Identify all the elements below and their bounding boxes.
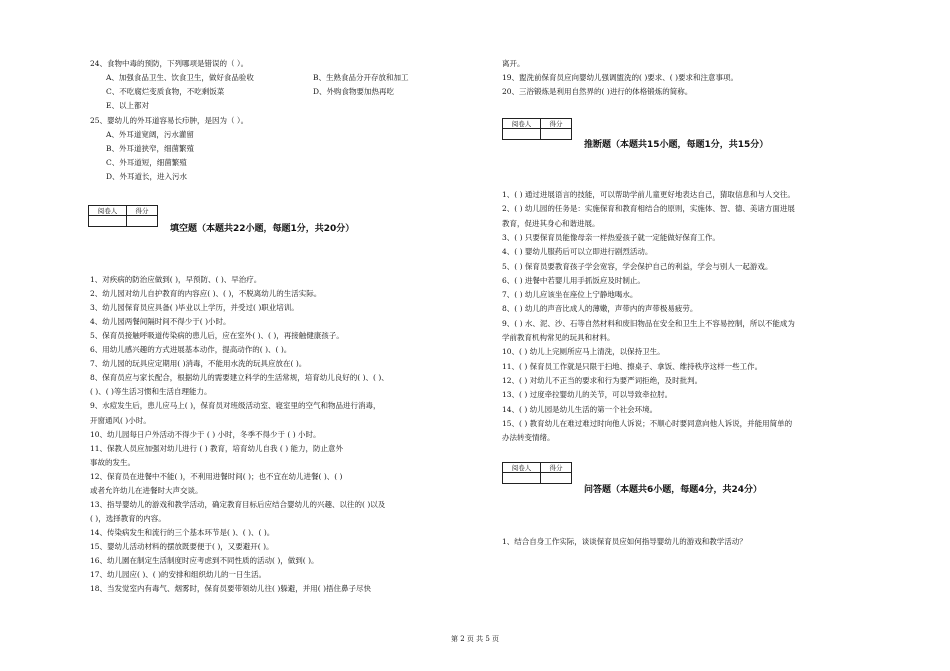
question-line: 10、( ) 幼儿上完厕所应马上清洗，以保持卫生。 xyxy=(502,347,665,357)
q25-option-b: B、外耳道狭窄，细菌繁殖 xyxy=(106,144,195,153)
q24-option-e: E、以上都对 xyxy=(106,101,149,110)
question-line: 教育，促进其身心和谐进展。 xyxy=(502,218,600,228)
question-line: 15、( ) 教育幼儿在难过难过时向他人诉说；不顺心时要同意向他人诉说，并能用简单的 xyxy=(502,418,793,428)
question-line: 4、( ) 婴幼儿服药后可以立即进行剧烈活动。 xyxy=(502,247,653,257)
question-line: 7、幼儿园的玩具应定期用( )消毒，不能用水洗的玩具应放在( )。 xyxy=(90,359,307,369)
question-line: 5、保育员接触呼吸道传染病的患儿后，应在室外( )、( )，再接触健康孩子。 xyxy=(90,331,344,341)
reviewer-label: 阅卷人 xyxy=(89,206,127,216)
reviewer-cell xyxy=(503,473,541,483)
score-box-qa xyxy=(502,462,572,484)
question-line: 开窗通风( )小时。 xyxy=(90,415,151,425)
q25-option-a: A、外耳道宽阔，污水灌留 xyxy=(106,130,194,139)
question-line: 16、幼儿園在制定生活制度时应考虑到不同性质的活动( )，做到( )。 xyxy=(90,556,319,565)
question-line: 1、对疾病的防治应做到( )，早预防、( )、早治疗。 xyxy=(90,275,262,284)
page-footer: 第 2 页 共 5 页 xyxy=(450,635,500,643)
question-line: 8、保育员应与家长配合，根据幼儿的需要建立科学的生活常规，培育幼儿良好的( )、( )、 xyxy=(90,373,389,383)
q24-option-a: A、加强食品卫生、饮食卫生，做好食品验收 xyxy=(106,73,254,82)
question-line: 13、指导婴幼儿的游戏和教学活动，确定教育目标后应结合婴幼儿的兴趣、以往的( )以及 xyxy=(90,499,386,509)
question-line: 11、保教人员应加强对幼儿进行 ( ) 教育，培育幼儿自我 ( ) 能力，防止意外 xyxy=(90,443,344,453)
score-label: 得分 xyxy=(127,206,157,216)
score-cell xyxy=(541,129,571,139)
score-box-judge xyxy=(502,118,572,140)
judge-section-title: 推断题（本题共15小题，每题1分，共15分） xyxy=(584,140,769,150)
question-line: 6、用幼儿感兴趣的方式进展基本动作，提高动作的( )、( )。 xyxy=(90,345,292,355)
question-line: ( )、( )等生活习惯和生活自理能力。 xyxy=(90,387,212,397)
question-line: 离开。 xyxy=(502,59,525,68)
question-line: 12、( ) 对幼儿不正当的要求和行为要严词拒绝，及时批判。 xyxy=(502,375,703,385)
question-line: 2、幼儿园对幼儿自护教育的内容应( )、( )，不脱离幼儿的生活实际。 xyxy=(90,289,322,299)
question-line: 20、三浴锻炼是利用自然界的( )进行的体格锻炼的简称。 xyxy=(502,87,693,96)
question-line: 14、传染病发生和流行的三个基本环节是( )、( )、( )。 xyxy=(90,527,275,537)
question-line: 15、婴幼儿活动材料的摆放既要便于( )，又要避开( )。 xyxy=(90,541,274,551)
question-line: 17、幼儿园应( )、( )的安排和组织幼儿的一日生活。 xyxy=(90,570,267,580)
score-label: 得分 xyxy=(541,463,571,473)
question-line: 事故的发生。 xyxy=(90,457,135,467)
reviewer-label: 阅卷人 xyxy=(503,463,541,473)
score-cell xyxy=(541,473,571,483)
question-line: 学前教育机构常见的玩具和材料。 xyxy=(502,333,615,342)
question-line: 办法转变情绪。 xyxy=(502,433,555,443)
q24-option-c: C、不吃腐烂变质食物，不吃剩饭菜 xyxy=(106,87,225,96)
question-line: 12、保育员在进餐中不能( )，不利用进餐时间( )；也不宜在幼儿进餐( )、( ) xyxy=(90,471,343,481)
score-cell xyxy=(127,216,157,226)
question-25-stem: 25、婴幼儿的外耳道容易长疖肿，是因为（ ）。 xyxy=(90,116,249,125)
question-line: 14、( ) 幼儿园是幼儿生活的第一个社会环境。 xyxy=(502,404,658,414)
question-24-stem: 24、食物中毒的预防，下列哪项是错误的（ ）。 xyxy=(90,59,249,68)
q24-option-d: D、外购食物要加热再吃 xyxy=(313,87,395,96)
question-line: 1、( ) 通过进展语言的技能，可以帮助学前儿童更好地表达自己，猜取信息和与人交往。 xyxy=(502,190,795,199)
question-line: 9、水痘发生后，患儿应马上( )，保育员对班级活动室、寝室里的空气和物品进行消毒， xyxy=(90,401,381,411)
question-line: 3、幼儿园保育员应具备( )毕业以上学历，并受过( )职业培训。 xyxy=(90,303,299,313)
fill-section-title: 填空题（本题共22小题，每题1分，共20分） xyxy=(170,224,355,234)
question-line: 19、盥洗前保育员应向婴幼儿强调盥洗的( )要求、( )要求和注意事项。 xyxy=(502,73,739,82)
reviewer-label: 阅卷人 xyxy=(503,119,541,129)
question-line: 11、( ) 保育员工作就是只限于扫地、擦桌子、拿饭、维持秩序这样一些工作。 xyxy=(502,361,763,371)
question-line: 9、( ) 水、泥、沙、石等自然材料和废旧物品在安全和卫生上不容易控制，所以不能成为 xyxy=(502,318,795,328)
question-line: 13、( ) 过度牵拉婴幼儿的关节，可以导致牵拉肘。 xyxy=(502,390,673,400)
question-line: 6、( ) 进餐中若婴儿用手抓饭应及时制止。 xyxy=(502,275,645,285)
qa-section-title: 问答题（本题共6小题，每题4分，共24分） xyxy=(584,485,763,495)
question-line: 或者允许幼儿在进餐时大声交谈。 xyxy=(90,485,203,495)
question-line: 7、( ) 幼儿应该坐在座位上宁静地喝水。 xyxy=(502,290,638,300)
question-line: ( )，选择教育的内容。 xyxy=(90,513,166,523)
q24-option-b: B、生熟食品分开存放和加工 xyxy=(313,73,409,82)
score-box-fill xyxy=(88,205,158,227)
reviewer-cell xyxy=(503,129,541,139)
q25-option-c: C、外耳道短，细菌繁殖 xyxy=(106,158,187,167)
question-line: 2、( ) 幼儿园的任务是：实施保育和教育相结合的原则，实施体、智、德、美诸方面进展 xyxy=(502,204,795,214)
question-line: 5、( ) 保育员要教育孩子学会宽容，学会保护自己的利益，学会与别人一起游戏。 xyxy=(502,261,773,271)
question-line: 10、幼儿园每日户外活动不得少于 ( ) 小时，冬季不得少于 ( ) 小时。 xyxy=(90,429,321,439)
question-line: 1、结合自身工作实际，谈谈保育员应如何指导婴幼儿的游戏和教学活动？ xyxy=(502,537,747,546)
q25-option-d: D、外耳道长，进入污水 xyxy=(106,172,188,181)
question-line: 4、幼儿园两餐间隔时间不得少于( )小时。 xyxy=(90,317,231,327)
question-line: 3、( ) 只要保育员能像母亲一样热爱孩子就一定能做好保育工作。 xyxy=(502,232,720,242)
question-line: 18、当发觉室内有毒气、烟雾时，保育员要带领幼儿往( )躲避，并用( )捂住鼻子尽快 xyxy=(90,584,372,594)
score-label: 得分 xyxy=(541,119,571,129)
reviewer-cell xyxy=(89,216,127,226)
question-line: 8、( ) 幼儿的声音比成人的薄嫩，声带内的声带极易疲劳。 xyxy=(502,304,698,314)
